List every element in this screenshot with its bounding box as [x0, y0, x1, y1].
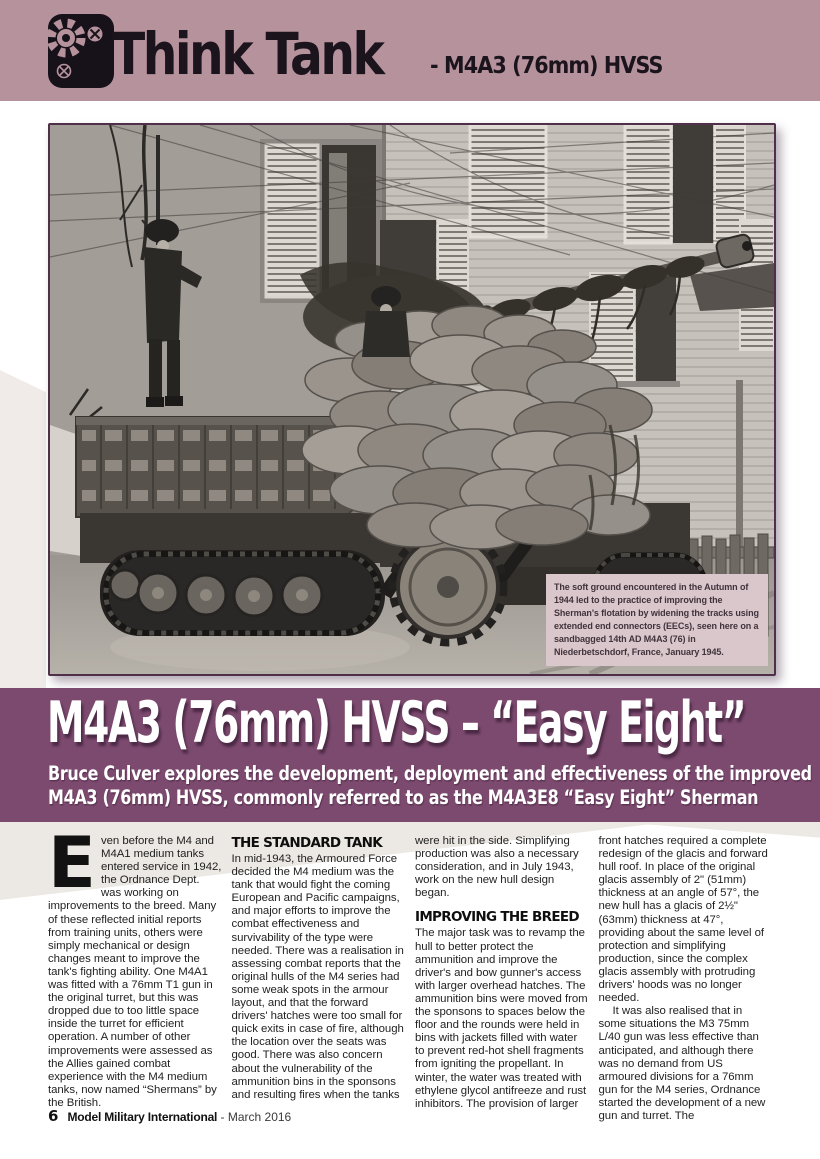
- utility-pole: [736, 380, 743, 560]
- article-column-1: [48, 822, 222, 1123]
- magazine-name: Model Military International: [67, 1110, 218, 1124]
- masthead-subtitle: - M4A3 (76mm) HVSS: [430, 53, 663, 79]
- issue-date: - March 2016: [220, 1110, 292, 1124]
- page-footer: [48, 1107, 291, 1125]
- body-paragraph: In mid-1943, the Armoured Force decided the M4 medium was the tank that would fight the coming European and Pacific campaigns, and major efforts to improve the combat effectiveness and survivability of the type were needed. There was a realisation in assessing combat reports that the original hulls of the M4 series had some weak spots in the armour layout, and that the forward drivers' hatches were too small for quick exits in case of fire, although the location over the seats was good. There was also concern about the vulnerability of the ammunition bins in the sponsons and resulting fires when the tanks: [231, 853, 404, 1101]
- article-title: M4A3 (76mm) HVSS – “Easy Eight”: [47, 690, 746, 756]
- page-number: 6: [48, 1107, 59, 1125]
- article-column-4: [599, 835, 773, 1123]
- article-column-2: [232, 835, 406, 1123]
- photo-caption: The soft ground encountered in the Autumn of 1944 led to the practice of improving the Sherman's flotation by widening the tracks using extended end connectors (EECs), seen here on a sandbagged 14th AD M4A3 (76) in Niederbetschdorf, France, January 1945.: [546, 574, 768, 666]
- left-margin-wedge: [0, 370, 46, 688]
- section-heading: IMPROVING THE BREED: [415, 909, 579, 926]
- body-paragraph: were hit in the side. Simplifying production was also a necessary consideration, and in July 1943, work on the new hull design began.: [415, 835, 579, 900]
- hero-photo: [48, 123, 776, 676]
- body-paragraph: The major task was to revamp the hull to better protect the ammunition and improve the driver's and bow gunner's access with larger overhead hatches. The ammunition bins were moved from the sponsons to spaces below the floor and the rounds were held in bins with jackets filled with water to prevent red-hot shell fragments from igniting the propellant. In winter, the water was treated with ethylene glycol antifreeze and rust inhibitors. The provision of larger: [415, 927, 588, 1110]
- masthead-title: Think Tank: [112, 20, 383, 88]
- gears-icon: [48, 14, 114, 88]
- body-paragraph: front hatches required a complete redesign of the glacis and forward hull roof. In place of the original glacis assembly of 2" (51mm) thickness at an angle of 57°, the new hull has a glacis of 2½" (63mm) thickness at 47°, providing about the same level of protection and simplifying production, since the complex glacis assembly with protruding drivers' hoods was no longer needed.: [598, 835, 768, 1005]
- title-banner: [0, 688, 820, 822]
- standfirst-line-1: Bruce Culver explores the development, deployment and effectiveness of the improved: [48, 762, 812, 785]
- body-paragraph: It was also realised that in some situations the M3 75mm L/40 gun was less effective than anticipated, and although there was no demand from US armoured divisions for a 76mm gun for the M4 series, Ordnance started the development of a new gun and turret. The: [598, 1005, 766, 1122]
- drop-cap: E: [48, 822, 96, 904]
- section-heading: THE STANDARD TANK: [231, 835, 382, 851]
- article-column-3: [415, 835, 589, 1123]
- masthead: [0, 0, 820, 101]
- standfirst-line-2: M4A3 (76mm) HVSS, commonly referred to as the M4A3E8 “Easy Eight” Sherman: [48, 786, 759, 809]
- article-standfirst: [48, 762, 820, 810]
- body-paragraph: Even before the M4 and M4A1 medium tanks entered service in 1942, the Ordnance Dept. was working on improvements to the breed. Many of these reflected initial reports from training units, others were simply mechanical or design changes meant to improve the tank's fighting ability. One M4A1 was fitted with a 76mm T1 gun in the original turret, but this was dropped due to too little space inside the turret for efficient operation. A number of other improvements were assessed as the Allies gained combat experience with the M4 medium tanks, now named “Shermans” by the British.: [48, 822, 222, 1109]
